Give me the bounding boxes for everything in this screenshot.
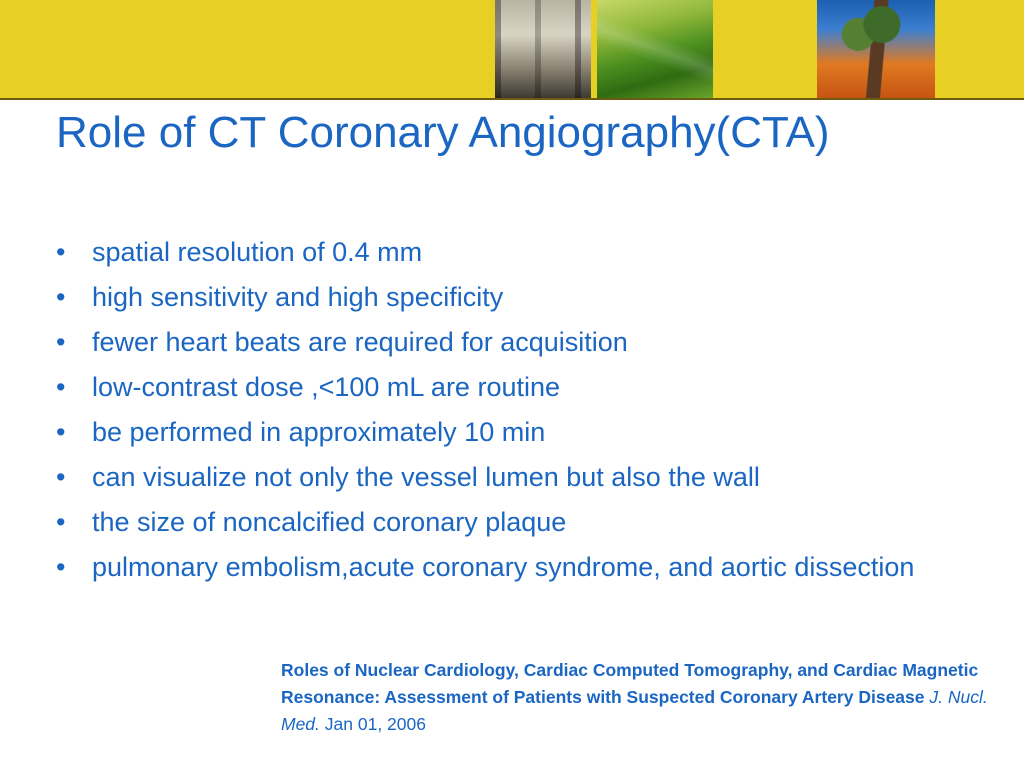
header-divider (0, 98, 1024, 100)
header-photo-window (495, 0, 591, 98)
citation (281, 657, 1001, 738)
bullet-item (56, 371, 986, 403)
bullet-marker: • (56, 282, 66, 312)
bullet-list (56, 236, 986, 596)
bullet-item (56, 326, 986, 358)
bullet-item (56, 236, 986, 268)
header-photo-field (597, 0, 713, 98)
bullet-marker: • (56, 417, 66, 447)
bullet-text: spatial resolution of 0.4 mm (92, 237, 423, 267)
bullet-marker: • (56, 507, 66, 537)
bullet-text: the size of noncalcified coronary plaque (92, 507, 567, 537)
bullet-marker: • (56, 327, 66, 357)
bullet-text: fewer heart beats are required for acquisition (92, 327, 628, 357)
citation-date: Jan 01, 2006 (324, 714, 426, 734)
bullet-marker: • (56, 237, 66, 267)
header-photo-tree (817, 0, 935, 98)
bullet-item (56, 551, 986, 583)
bullet-text: low-contrast dose ,<100 mL are routine (92, 372, 561, 402)
bullet-text: be performed in approximately 10 min (92, 417, 546, 447)
bullet-item (56, 461, 986, 493)
bullet-marker: • (56, 372, 66, 402)
bullet-item (56, 416, 986, 448)
bullet-text: can visualize not only the vessel lumen but also the wall (92, 462, 760, 492)
bullet-item (56, 506, 986, 538)
bullet-text: pulmonary embolism,acute coronary syndrome, and aortic dissection (92, 552, 915, 582)
slide-title: Role of CT Coronary Angiography(CTA) (56, 108, 830, 157)
bullet-marker: • (56, 552, 66, 582)
citation-journal: J. Nucl. Med. (281, 687, 988, 734)
citation-title: Roles of Nuclear Cardiology, Cardiac Computed Tomography, and Cardiac Magnetic Resonance: Assessment of Patients with Suspected Coronary Artery Disease (281, 660, 979, 707)
bullet-text: high sensitivity and high specificity (92, 282, 504, 312)
bullet-marker: • (56, 462, 66, 492)
bullet-item (56, 281, 986, 313)
